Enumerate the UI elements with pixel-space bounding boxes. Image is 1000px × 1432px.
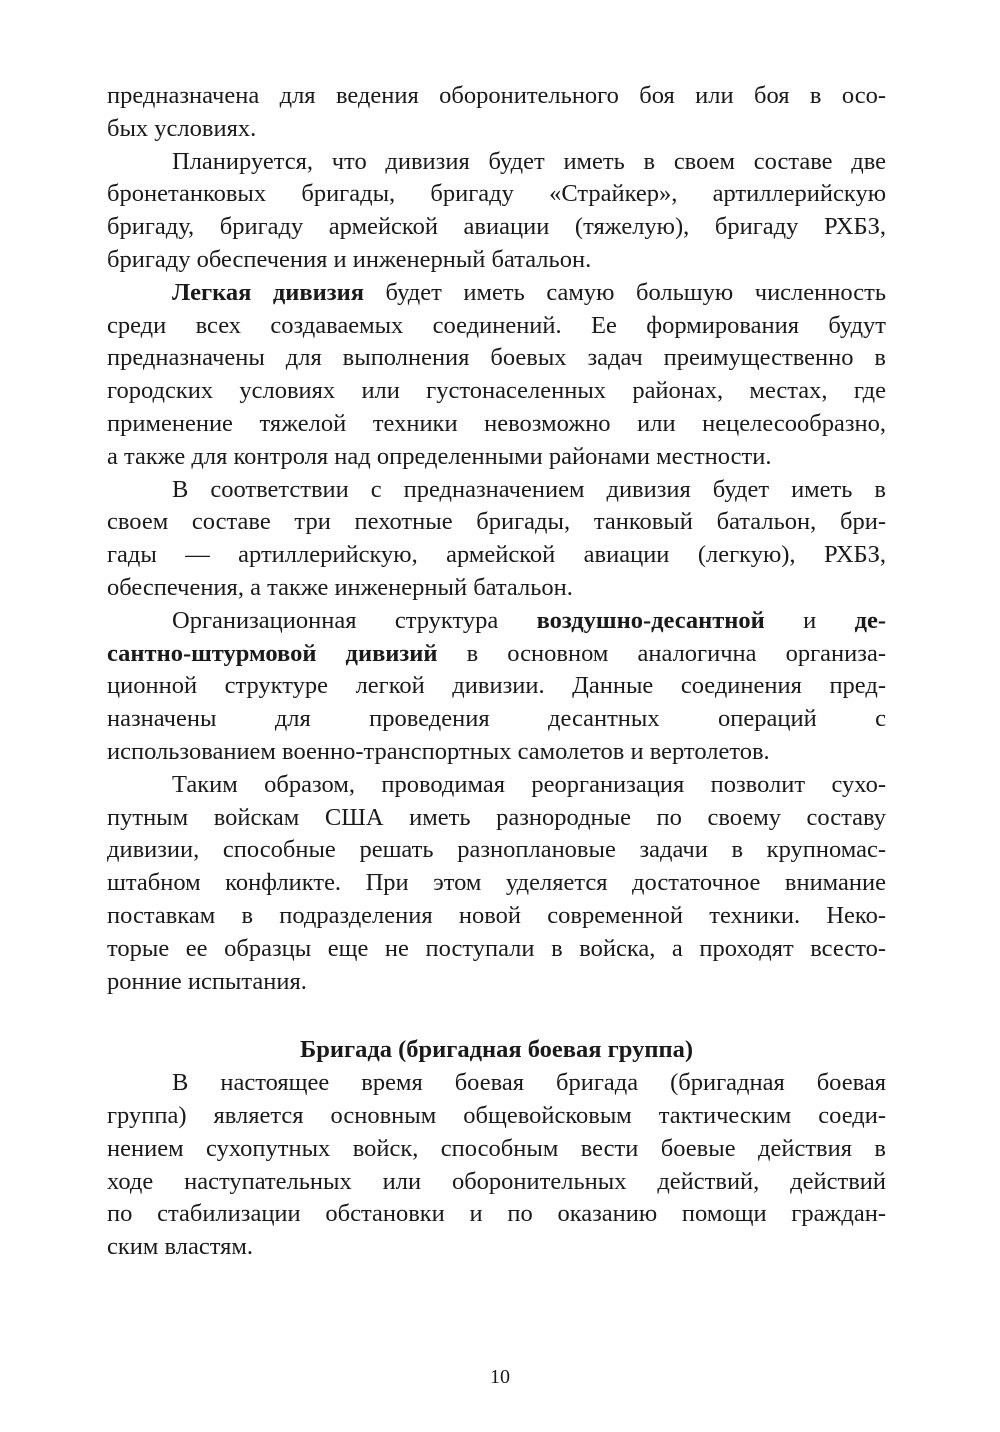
text-line: [107, 310, 886, 343]
text-segment: применение тяжелой техники невозможно или нецелесообразно,: [107, 409, 886, 437]
text-line: [107, 146, 886, 179]
bold-term: Легкая дивизия: [172, 278, 364, 306]
text-segment: бых условиях.: [107, 114, 257, 142]
text-segment: своем составе три пехотные бригады, танковый батальон, бри-: [107, 508, 886, 536]
text-segment: ходе наступательных или оборонительных действий, действий: [107, 1167, 886, 1195]
text-line: [107, 605, 886, 638]
text-segment: предназначена для ведения оборонительного боя или боя в осо-: [107, 82, 886, 109]
bold-term: де-: [854, 606, 886, 634]
text-segment: городских условиях или густонаселенных районах, местах, где: [107, 377, 886, 405]
text-segment: В соответствии с предназначением дивизия будет иметь в: [172, 475, 886, 503]
text-line: [107, 474, 886, 507]
text-segment: дивизии, способные решать разноплановые задачи в крупномас-: [107, 836, 886, 864]
text-segment: предназначены для выполнения боевых задач преимущественно в: [107, 344, 886, 372]
text-segment: путным войскам США иметь разнородные по своему составу: [107, 803, 886, 831]
text-line: [107, 933, 886, 966]
text-segment: по стабилизации обстановки и по оказанию помощи граждан-: [107, 1200, 886, 1228]
text-segment: Бригада (бригадная боевая группа): [300, 1036, 693, 1064]
text-segment: и: [764, 606, 855, 634]
text-segment: в основном аналогична организа-: [437, 639, 886, 667]
text-segment: Планируется, что дивизия будет иметь в своем составе две: [172, 147, 886, 175]
text-segment: ционной структуре легкой дивизии. Данные соединения пред-: [107, 672, 886, 700]
text-line: [107, 966, 886, 999]
text-line: [107, 80, 886, 113]
text-line: [107, 277, 886, 310]
text-line: [107, 867, 886, 900]
text-segment: нением сухопутных войск, способным вести боевые действия в: [107, 1134, 886, 1162]
text-line: [107, 244, 886, 277]
bold-term: воздушно-десантной: [536, 606, 765, 634]
text-line: [107, 1100, 886, 1133]
text-line: [107, 408, 886, 441]
text-segment: ронние испытания.: [107, 967, 307, 995]
page-body-text: [107, 80, 886, 1264]
text-line: [107, 769, 886, 802]
text-segment: среди всех создаваемых соединений. Ее формирования будут: [107, 311, 886, 339]
bold-term: сантно-штурмовой дивизий: [107, 639, 438, 667]
text-segment: гады — артиллерийскую, армейской авиации (легкую), РХБЗ,: [107, 541, 886, 569]
text-segment: обеспечения, а также инженерный батальон.: [107, 573, 573, 601]
text-line: [107, 441, 886, 474]
text-segment: В настоящее время боевая бригада (бригадная боевая: [172, 1069, 886, 1097]
text-line: [107, 703, 886, 736]
text-segment: а также для контроля над определенными районами местности.: [107, 442, 772, 470]
text-line: [107, 670, 886, 703]
text-segment: поставкам в подразделения новой современной техники. Неко-: [107, 901, 886, 929]
text-line: [107, 113, 886, 146]
text-segment: бригаду обеспечения и инженерный батальон.: [107, 245, 592, 273]
text-line: [107, 638, 886, 671]
text-segment: Таким образом, проводимая реорганизация позволит сухо-: [172, 770, 886, 798]
text-line: [107, 211, 886, 244]
text-segment: ским властям.: [107, 1233, 254, 1261]
text-line: [107, 834, 886, 867]
page-number: 10: [490, 1366, 510, 1388]
text-line: [107, 802, 886, 835]
text-segment: группа) является основным общевойсковым тактическим соеди-: [107, 1101, 886, 1129]
text-segment: штабном конфликте. При этом уделяется достаточное внимание: [107, 869, 886, 897]
text-line: [107, 506, 886, 539]
text-line: [107, 178, 886, 211]
text-line: [107, 1133, 886, 1166]
section-heading: [107, 1034, 886, 1067]
text-segment: Организационная структура: [172, 606, 537, 634]
text-line: [107, 900, 886, 933]
text-line: [107, 1198, 886, 1231]
text-line: [107, 1231, 886, 1264]
blank-line: [107, 998, 886, 1034]
text-line: [107, 342, 886, 375]
text-line: [107, 1067, 886, 1100]
text-line: [107, 539, 886, 572]
text-segment: бригаду, бригаду армейской авиации (тяжелую), бригаду РХБЗ,: [107, 213, 886, 241]
text-line: [107, 375, 886, 408]
text-line: [107, 1166, 886, 1199]
text-segment: бронетанковых бригады, бригаду «Страйкер», артиллерийскую: [107, 180, 886, 208]
text-segment: использованием военно-транспортных самолетов и вертолетов.: [107, 737, 770, 765]
text-segment: будет иметь самую большую численность: [363, 278, 886, 306]
text-line: [107, 572, 886, 605]
text-line: [107, 736, 886, 769]
text-segment: торые ее образцы еще не поступали в войска, а проходят всесто-: [107, 934, 886, 962]
text-segment: назначены для проведения десантных операций с: [107, 705, 886, 733]
